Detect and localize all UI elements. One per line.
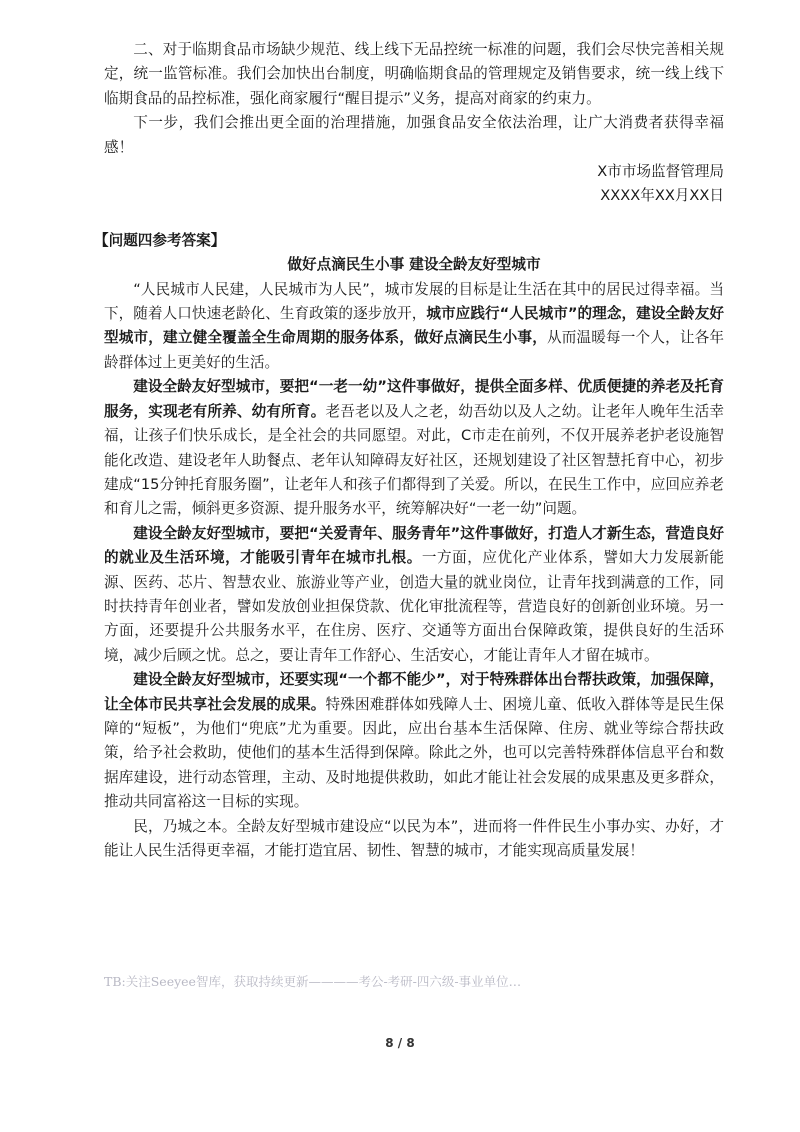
notice-next-step: 下一步，我们会推出更全面的治理措施，加强食品安全依法治理，让广大消费者获得幸福感！: [104, 114, 724, 156]
essay-paragraph-3: [104, 522, 724, 668]
essay-p1-bold: 城市应践行“人民城市”的理念，建设全龄友好型城市，建立健全覆盖全生命周期的服务体系，做好点滴民生小事，: [104, 305, 724, 347]
essay-p4-text: 特殊困难群体如残障人士、困境儿童、低收入群体等是民生保障的“短板”，为他们“兜底”尤为重要。因此，应出台基本生活保障、住房、就业等综合帮扶政策，给予社会救助，使他们的基本生活得到保障。除此之外，也可以完善特殊群体信息平台和数据库建设，进行动态管理，主动、及时地提供救助，如此才能让社会发展的成果惠及更多群众，推动共同富裕这一目标的实现。: [104, 695, 724, 811]
essay-p2-bold: 建设全龄友好型城市，要把“一老一幼”这件事做好，提供全面多样、优质便捷的养老及托育服务，实现老有所养、幼有所育。: [104, 378, 724, 420]
essay-p3-text: 一方面，应优化产业体系，譬如大力发展新能源、医药、芯片、智慧农业、旅游业等产业，创造大量的就业岗位，让青年找到满意的工作，同时扶持青年创业者，譬如发放创业担保贷款、优化审批流程等，营造良好的创新创业环境。另一方面，还要提升公共服务水平，在住房、医疗、交通等方面出台保障政策，提供良好的生活环境，减少后顾之忧。总之，要让青年工作舒心、生活安心，才能让青年人才留在城市。: [104, 549, 724, 664]
essay-p3-bold: 建设全龄友好型城市，要把“关爱青年、服务青年”这件事做好，打造人才新生态，营造良好的就业及生活环境，才能吸引青年在城市扎根。: [104, 524, 724, 567]
notice-paragraph-2: 二、对于临期食品市场缺少规范、线上线下无品控统一标准的问题，我们会尽快完善相关规定，统一监管标准。我们会加快出台制度，明确临期食品的管理规定及销售要求，统一线上线下临期食品的品控标准，强化商家履行“醒目提示”义务，提高对商家的约束力。: [104, 41, 724, 107]
essay-p4-bold: 建设全龄友好型城市，还要实现“一个都不能少”，对于特殊群体出台帮扶政策，加强保障，让全体市民共享社会发展的成果。: [104, 671, 724, 713]
essay-title: 做好点滴民生小事 建设全龄友好型城市: [287, 256, 541, 274]
essay-p1-text-a: “人民城市人民建，人民城市为人民”，城市发展的目标是让生活在其中的居民过得幸福。当下，随着人口快速老龄化、生育政策的逐步放开，: [104, 280, 724, 323]
essay-paragraph-2: [104, 375, 724, 521]
document-body: [94, 38, 724, 863]
footer-watermark-note: TB:关注Seeyee智库，获取持续更新————考公-考研-四六级-事业单位…: [104, 974, 522, 989]
essay-paragraph-5: 民，乃城之本。全龄友好型城市建设应“以民为本”，进而将一件件民生小事办实、办好，才能让人民生活得更幸福，才能打造宜居、韧性、智慧的城市，才能实现高质量发展！: [104, 817, 724, 859]
essay-p1-text-c: 从而温暖每一个人，让各年龄群体过上更美好的生活。: [104, 329, 724, 371]
essay-paragraph-1: [104, 278, 724, 376]
notice-date: XXXX年XX月XX日: [600, 187, 724, 205]
essay-p2-text: 老吾老以及人之老，幼吾幼以及人之幼。让老年人晚年生活幸福，让孩子们快乐成长，是全社会的共同愿望。对此，C市走在前列，不仅开展养老护老设施智能化改造、建设老年人助餐点、老年认知障碍友好社区，还规划建设了社区智慧托育中心，初步建成“15分钟托育服务圈”，让老年人和孩子们都得到了关爱。所以，在民生工作中，应回应养老和育儿之需，倾斜更多资源、提升服务水平，统筹解决好“一老一幼”问题。: [104, 402, 724, 518]
page-number: 8 / 8: [385, 1036, 415, 1050]
answer-heading: 【问题四参考答案】: [94, 231, 226, 249]
notice-issuer: X市市场监督管理局: [597, 163, 724, 181]
essay-paragraph-4: [104, 668, 724, 814]
section-gap: [104, 209, 724, 229]
